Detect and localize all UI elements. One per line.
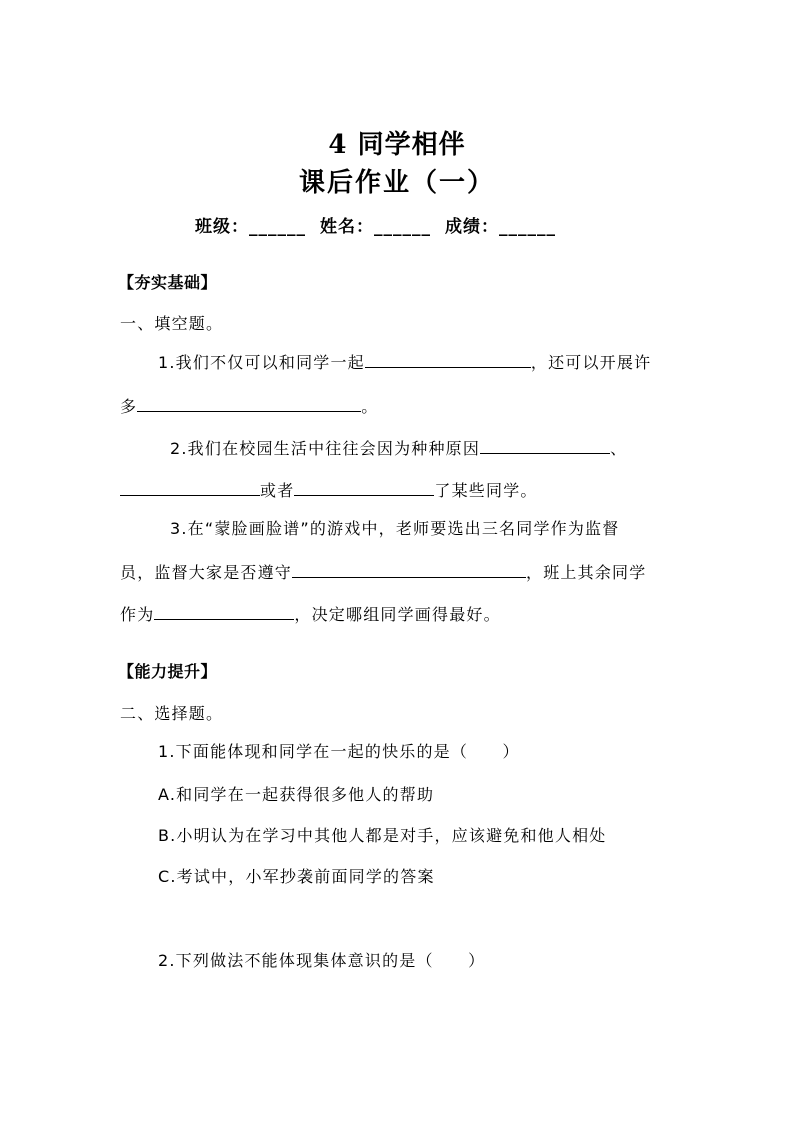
question-3-line-1: 3.在“蒙脸画脸谱”的游戏中，老师要选出三名同学作为监督: [170, 519, 620, 538]
name-blank: ______: [374, 217, 431, 237]
class-blank: ______: [249, 217, 306, 237]
option-c: C.考试中，小军抄袭前面同学的答案: [158, 867, 435, 886]
worksheet-subtitle: 课后作业（一）: [298, 168, 495, 198]
part-title-choice: 二、选择题。: [120, 704, 224, 723]
choice-question-2: 2.下列做法不能体现集体意识的是（ ）: [158, 951, 486, 970]
choice-question-1: 1.下面能体现和同学在一起的快乐的是（ ）: [158, 742, 520, 761]
question-3-line-3: 作为 ，决定哪组同学画得最好。: [120, 605, 501, 624]
option-a: A.和同学在一起获得很多他人的帮助: [158, 785, 435, 804]
answer-blank: [137, 395, 361, 412]
answer-blank: [480, 437, 610, 454]
answer-blank: [120, 479, 260, 496]
section-heading-ability: 【能力提升】: [118, 662, 218, 681]
question-2-line-2: 或者 了某些同学。: [120, 479, 538, 502]
score-blank: ______: [499, 217, 556, 237]
part-title-fill-in: 一、填空题。: [120, 314, 224, 333]
student-info-line: [195, 212, 556, 237]
score-label: 成绩：: [445, 217, 499, 237]
question-1-line-1: 1.我们不仅可以和同学一起 ，还可以开展许: [158, 353, 652, 372]
option-b: B.小明认为在学习中其他人都是对手，应该避免和他人相处: [158, 826, 607, 845]
answer-blank: [154, 603, 294, 620]
answer-blank: [292, 561, 526, 578]
class-label: 班级：: [195, 217, 249, 237]
question-1-line-2: 多 。: [120, 397, 379, 416]
name-label: 姓名：: [320, 217, 374, 237]
question-2-line-1: 2.我们在校园生活中往往会因为种种原因 、: [170, 439, 628, 458]
question-3-line-2: 员，监督大家是否遵守 ，班上其余同学: [120, 563, 647, 582]
lesson-title: 4 同学相伴: [328, 130, 466, 160]
answer-blank: [294, 479, 434, 496]
answer-blank: [365, 351, 531, 368]
section-heading-basics: 【夯实基础】: [118, 273, 218, 292]
